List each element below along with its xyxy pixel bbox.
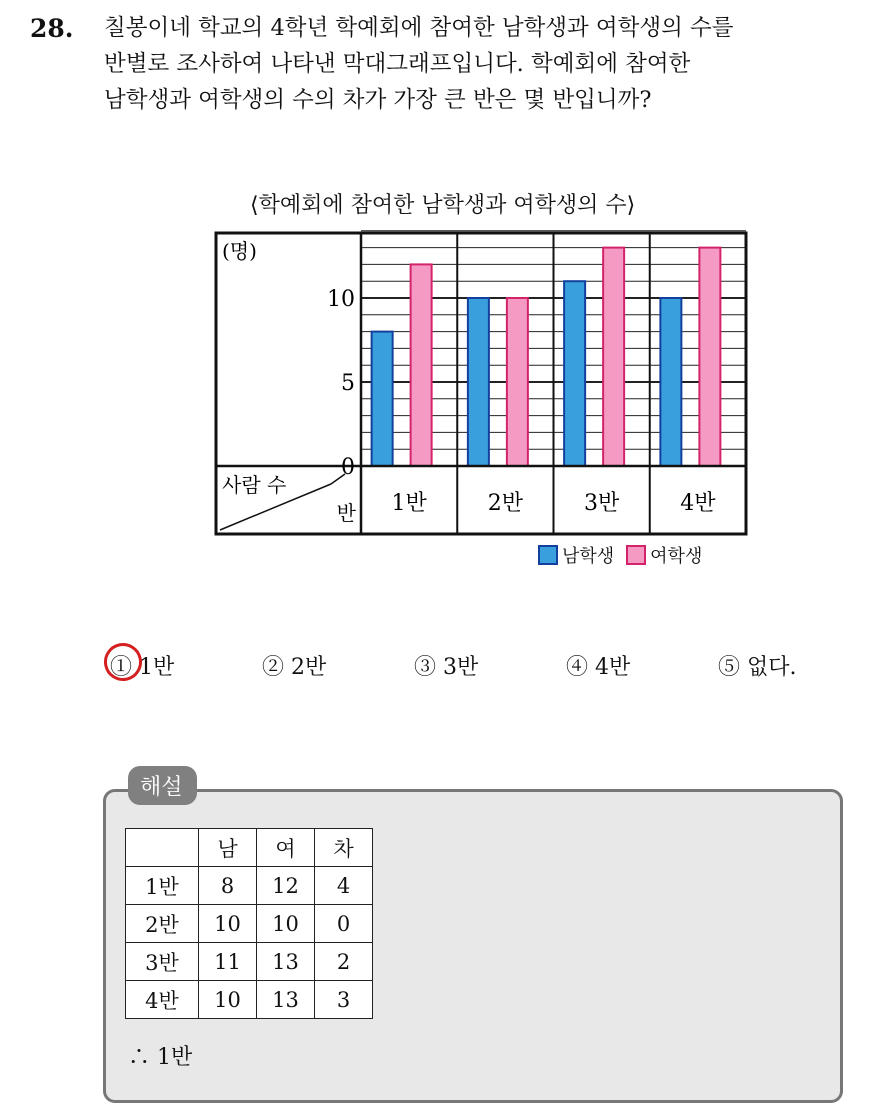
choice-1[interactable] [110, 650, 174, 681]
chart-legend [538, 542, 714, 568]
category-label-3: 3반 [584, 491, 620, 516]
choice-2[interactable] [262, 650, 326, 681]
legend-male-label: 남학생 [562, 546, 615, 567]
category-label-2: 2반 [487, 491, 523, 516]
legend-female-label: 여학생 [650, 546, 703, 567]
choice-mark: ④ [566, 655, 589, 680]
table-header-row [126, 829, 373, 867]
bar-female-1 [411, 264, 432, 466]
bar-male-2 [468, 298, 489, 466]
choice-text: 4반 [595, 655, 631, 680]
choice-mark: ③ [414, 655, 437, 680]
choice-mark: ① [110, 655, 133, 680]
choice-text: 1반 [139, 655, 175, 680]
question-line: 칠봉이네 학교의 4학년 학예회에 참여한 남학생과 여학생의 수를 [104, 15, 734, 41]
bar-male-4 [660, 298, 681, 466]
choice-text: 3반 [443, 655, 479, 680]
bar-chart [214, 230, 749, 536]
question-text [104, 10, 864, 118]
choice-mark: ⑤ [718, 655, 741, 680]
table-cell [126, 829, 199, 867]
choice-mark: ② [262, 655, 285, 680]
table-cell: 2 [315, 943, 373, 981]
choice-text: 없다. [747, 655, 797, 680]
table-cell: 1반 [126, 867, 199, 905]
legend-female-swatch [626, 545, 646, 565]
table-cell: 10 [199, 981, 257, 1019]
table-cell: 8 [199, 867, 257, 905]
bar-female-2 [507, 298, 528, 466]
corner-label-bottom: 반 [336, 501, 356, 525]
question-line: 반별로 조사하여 나타낸 막대그래프입니다. 학예회에 참여한 [104, 51, 691, 77]
table-cell: 3반 [126, 943, 199, 981]
table-cell: 10 [257, 905, 315, 943]
table-row [126, 981, 373, 1019]
choice-text: 2반 [291, 655, 327, 680]
answer-choices [108, 650, 848, 690]
table-cell: 4반 [126, 981, 199, 1019]
solution-tab-label: 해설 [128, 766, 197, 805]
y-tick-label: 10 [327, 287, 355, 312]
bar-female-4 [699, 248, 720, 466]
table-row [126, 943, 373, 981]
question-number: 28. [30, 14, 74, 43]
table-cell: 11 [199, 943, 257, 981]
y-tick-label: 0 [341, 455, 355, 480]
unit-label: (명) [222, 239, 257, 263]
corner-label-top: 사람 수 [222, 473, 287, 497]
table-row [126, 905, 373, 943]
table-cell: 0 [315, 905, 373, 943]
choice-3[interactable] [414, 650, 478, 681]
table-cell: 2반 [126, 905, 199, 943]
y-tick-label: 5 [341, 371, 355, 396]
choice-4[interactable] [566, 650, 630, 681]
category-label-4: 4반 [680, 491, 716, 516]
bar-male-3 [564, 281, 585, 466]
category-label-1: 1반 [391, 491, 427, 516]
table-cell: 10 [199, 905, 257, 943]
table-cell: 여 [257, 829, 315, 867]
solution-table [125, 828, 373, 1019]
table-cell: 13 [257, 981, 315, 1019]
chart-title: ⟨학예회에 참여한 남학생과 여학생의 수⟩ [250, 193, 636, 218]
table-cell: 차 [315, 829, 373, 867]
table-row [126, 867, 373, 905]
choice-5[interactable] [718, 650, 797, 681]
table-cell: 4 [315, 867, 373, 905]
table-cell: 3 [315, 981, 373, 1019]
solution-answer: ∴ 1반 [128, 1045, 193, 1070]
question-line: 남학생과 여학생의 수의 차가 가장 큰 반은 몇 반입니까? [104, 87, 652, 113]
bar-female-3 [603, 248, 624, 466]
table-cell: 남 [199, 829, 257, 867]
table-cell: 12 [257, 867, 315, 905]
bar-male-1 [372, 332, 393, 466]
table-cell: 13 [257, 943, 315, 981]
legend-male-swatch [538, 545, 558, 565]
